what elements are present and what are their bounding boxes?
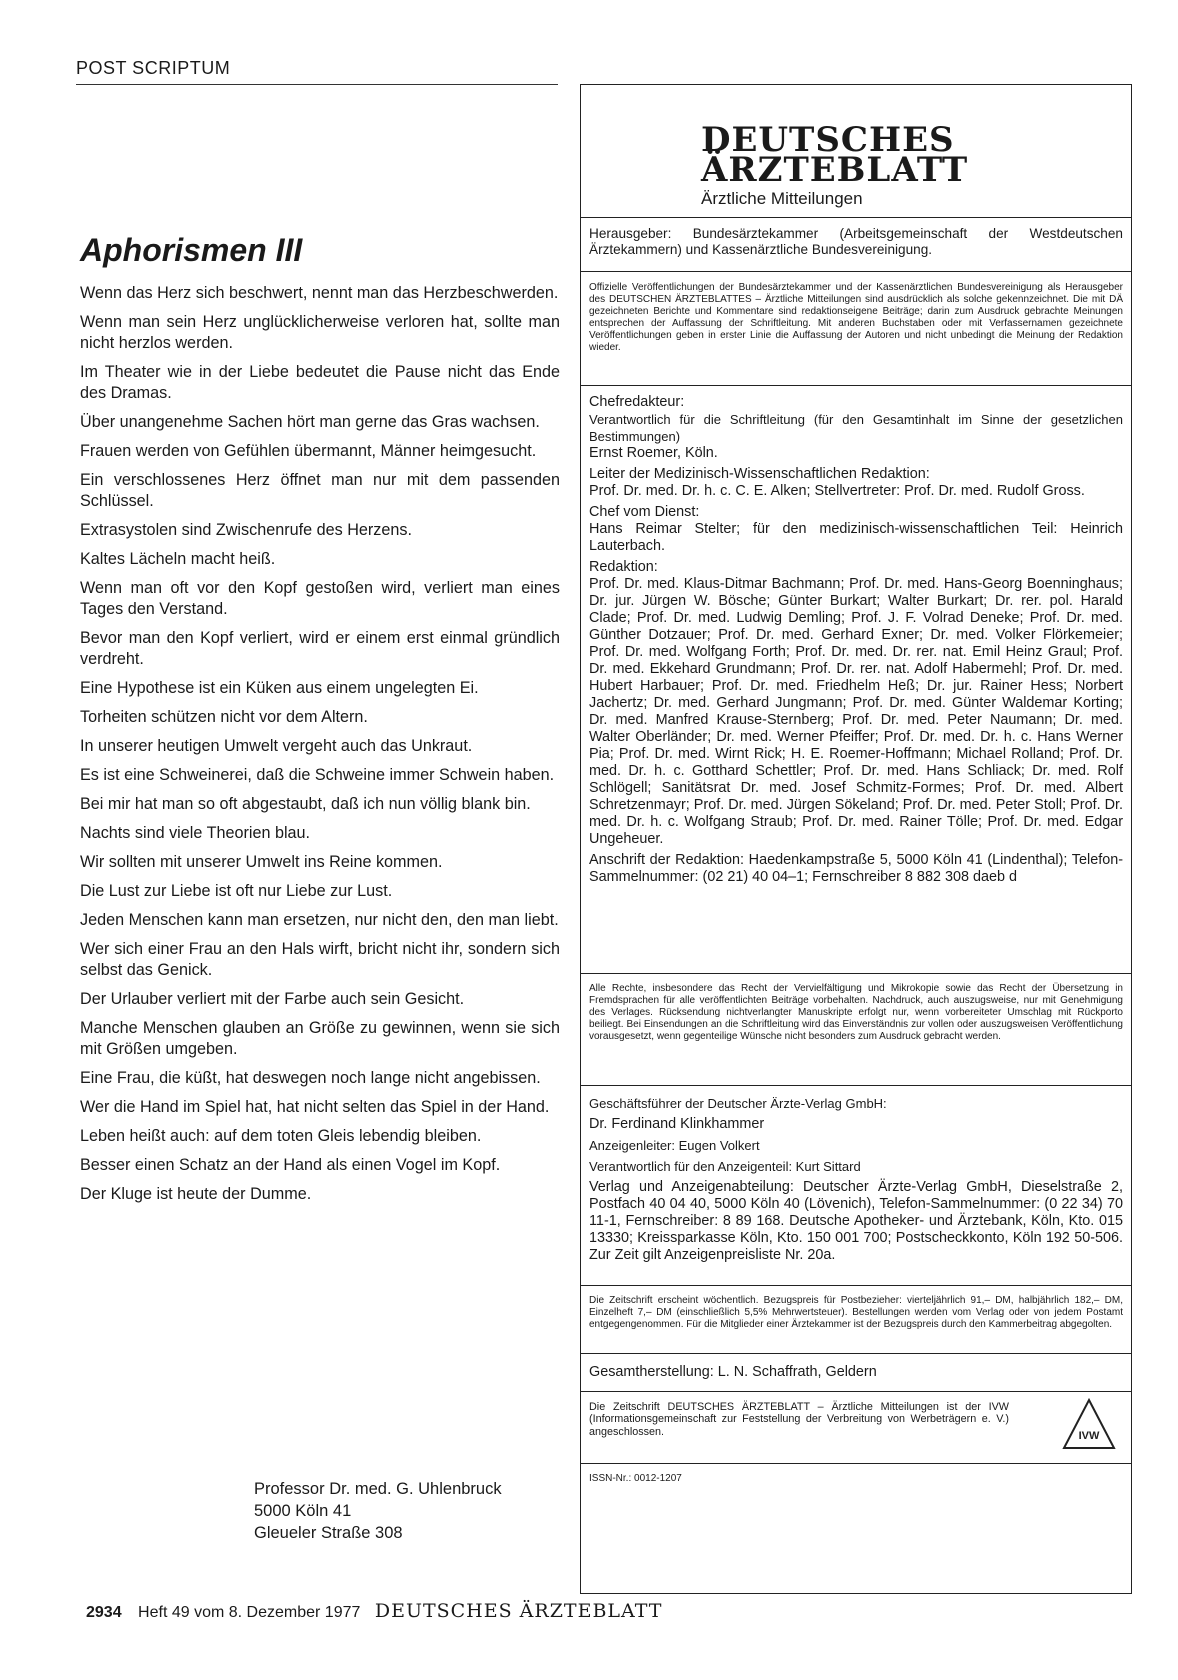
author-signature: [254, 1478, 502, 1544]
aphorism: Im Theater wie in der Liebe bedeutet die Pause nicht das Ende des Dramas.: [80, 363, 560, 402]
aphorism: Wir sollten mit unserer Umwelt ins Reine kommen.: [80, 853, 443, 871]
divider: [581, 1463, 1131, 1464]
aphorism: Wer die Hand im Spiel hat, hat nicht selten das Spiel in der Hand.: [80, 1098, 550, 1116]
aphorism: Manche Menschen glauben an Größe zu gewinnen, wenn sie sich mit Größen umgeben.: [80, 1019, 560, 1058]
author-name: Professor Dr. med. G. Uhlenbruck: [254, 1480, 502, 1498]
masthead-title: DEUTSCHES ÄRZTEBLATT: [701, 120, 969, 190]
footer-brand: DEUTSCHES ÄRZTEBLATT: [374, 1600, 663, 1622]
divider: [581, 973, 1131, 974]
article-title: Aphorismen III: [80, 232, 303, 268]
divider: [581, 217, 1131, 218]
issn: ISSN-Nr.: 0012-1207: [589, 1473, 682, 1484]
aphorism: Leben heißt auch: auf dem toten Gleis lebendig bleiben.: [80, 1127, 482, 1145]
aphorism: Wenn das Herz sich beschwert, nennt man das Herzbeschwerden.: [80, 284, 559, 302]
aphorism: Nachts sind viele Theorien blau.: [80, 824, 311, 842]
divider: [581, 1391, 1131, 1392]
article-column: [80, 232, 560, 1213]
masthead-subtitle: Ärztliche Mitteilungen: [701, 189, 863, 208]
publisher-block: [589, 1095, 1123, 1264]
divider: [581, 385, 1131, 386]
aphorism-list: [80, 283, 560, 1205]
aphorism: Die Lust zur Liebe ist oft nur Liebe zur Lust.: [80, 882, 393, 900]
aphorism: Der Urlauber verliert mit der Farbe auch sein Gesicht.: [80, 990, 465, 1008]
issue-info: Heft 49 vom 8. Dezember 1977: [138, 1604, 361, 1621]
ivw-notice: Die Zeitschrift DEUTSCHES ÄRZTEBLATT – Ärztliche Mitteilungen ist der IVW (Informationsgemeinschaft zur Feststellung der Verbreitung von Werbeträgern e. V.) angeschlossen.: [589, 1401, 1009, 1438]
gf-label: Geschäftsführer der Deutscher Ärzte-Verlag GmbH:: [589, 1096, 887, 1111]
aphorism: In unserer heutigen Umwelt vergeht auch das Unkraut.: [80, 737, 473, 755]
ads-head: Anzeigenleiter: Eugen Volkert: [589, 1138, 760, 1153]
editorial-staff: [589, 394, 1123, 886]
aphorism: Wenn man oft vor den Kopf gestoßen wird, verliert man eines Tages den Verstand.: [80, 579, 560, 618]
publisher-info: Verlag und Anzeigenabteilung: Deutscher Ärzte-Verlag GmbH, Dieselstraße 2, Postfach 40 04 40, 5000 Köln 40 (Lövenich), Telefon-Sammelnummer: (0 22 34) 70 11-1, Fernschreiber: 8 89 168. Deutsche Apotheker- und Ärztebank, Köln, Kto. 015 13330; Kreissparkasse Köln, Kto. 150 001 700; Postscheckkonto, Köln 192 50-506. Zur Zeit gilt Anzeigenpreisliste Nr. 20a.: [589, 1179, 1123, 1263]
chief-label: Chefredakteur:: [589, 394, 685, 410]
ads-responsible: Verantwortlich für den Anzeigenteil: Kurt Sittard: [589, 1159, 861, 1174]
aphorism: Torheiten schützen nicht vor dem Altern.: [80, 708, 368, 726]
page-footer: [86, 1600, 662, 1622]
divider: [581, 1285, 1131, 1286]
rights-notice: Alle Rechte, insbesondere das Recht der Vervielfältigung und Mikrokopie sowie das Recht der Übersetzung in Fremdsprachen für alle veröffentlichten Beiträge vorbehalten. Nachdruck, auch auszugsweise, nur mit Genehmigung des Verlages. Rücksendung nichtverlangter Manuskripte erfolgt nur, wenn vorbereiteter Umschlag mit Rückporto beiliegt. Bei Einsendungen an die Schriftleitung wird das Einverständnis zur vollen oder auszugsweisen Veröffentlichung vorausgesetzt, wenn gegenteilige Wünsche nicht besonders zum Ausdruck gebracht werden.: [589, 983, 1123, 1042]
divider: [581, 271, 1131, 272]
aphorism: Es ist eine Schweinerei, daß die Schweine immer Schwein haben.: [80, 766, 555, 784]
svg-text:IVW: IVW: [1078, 1430, 1100, 1442]
aphorism: Über unangenehme Sachen hört man gerne das Gras wachsen.: [80, 413, 540, 431]
med-names: Prof. Dr. med. Dr. h. c. C. E. Alken; Stellvertreter: Prof. Dr. med. Rudolf Gross.: [589, 483, 1085, 499]
aphorism: Wenn man sein Herz unglücklicherweise verloren hat, sollte man nicht herzlos werden.: [80, 313, 560, 352]
aphorism: Eine Hypothese ist ein Küken aus einem ungelegten Ei.: [80, 679, 479, 697]
chief-name: Ernst Roemer, Köln.: [589, 445, 718, 461]
production-credit: Gesamtherstellung: L. N. Schaffrath, Geldern: [589, 1364, 877, 1380]
aphorism: Extrasystolen sind Zwischenrufe des Herzens.: [80, 521, 412, 539]
aphorism: Eine Frau, die küßt, hat deswegen noch lange nicht angebissen.: [80, 1069, 541, 1087]
divider: [581, 1353, 1131, 1354]
section-header: POST SCRIPTUM: [76, 58, 231, 78]
ivw-logo-icon: [1061, 1397, 1117, 1451]
service-names: Hans Reimar Stelter; für den medizinisch-wissenschaftlichen Teil: Heinrich Lauterbach.: [589, 521, 1123, 554]
editorial-label: Redaktion:: [589, 559, 658, 575]
aphorism: Der Kluge ist heute der Dumme.: [80, 1185, 312, 1203]
gf-name: Dr. Ferdinand Klinkhammer: [589, 1116, 765, 1132]
editorial-address: Anschrift der Redaktion: Haedenkampstraße 5, 5000 Köln 41 (Lindenthal); Telefon-Sammelnummer: (02 21) 40 04–1; Fernschreiber 8 882 308 daeb d: [589, 852, 1123, 885]
masthead-box: [580, 84, 1132, 1594]
subscription-notice: Die Zeitschrift erscheint wöchentlich. Bezugspreis für Postbezieher: vierteljährlich 91,– DM, halbjährlich 182,– DM, Einzelheft 7,– DM (einschließlich 5,5% Mehrwertsteuer). Bestellungen werden vom Verlag oder von jedem Postamt entgegengenommen. Für die Mitglieder einer Ärztekammer ist der Bezugspreis durch den Kammerbeitrag abgegolten.: [589, 1295, 1123, 1330]
aphorism: Jeden Menschen kann man ersetzen, nur nicht den, den man liebt.: [80, 911, 559, 929]
aphorism: Frauen werden von Gefühlen übermannt, Männer heimgesucht.: [80, 442, 537, 460]
publisher-text: Herausgeber: Bundesärztekammer (Arbeitsgemeinschaft der Westdeutschen Ärztekammern) und Kassenärztliche Bundesvereinigung.: [589, 226, 1123, 257]
official-notice: Offizielle Veröffentlichungen der Bundesärztekammer und der Kassenärztlichen Bundesvereinigung als Herausgeber des DEUTSCHEN ÄRZTEBLATTES – Ärztliche Mitteilungen sind ausdrücklich als solche gekennzeichnet. Die mit DÄ gezeichneten Berichte und Kommentare sind redaktionseigene Beiträge; darin zum Ausdruck gebrachte Meinungen entsprechen der Auffassung der Schriftleitung. Mit anderen Buchstaben oder mit Verfassernamen gezeichnete Veröffentlichungen geben in erster Linie die Auffassung der Autoren und nicht unbedingt die Meinung der Redaktion wieder.: [589, 282, 1123, 353]
aphorism: Ein verschlossenes Herz öffnet man nur mit dem passenden Schlüssel.: [80, 471, 560, 510]
divider: [581, 1085, 1131, 1086]
author-street: Gleueler Straße 308: [254, 1524, 403, 1542]
aphorism: Wer sich einer Frau an den Hals wirft, bricht nicht ihr, sondern sich selbst das Genick.: [80, 940, 560, 979]
med-label: Leiter der Medizinisch-Wissenschaftlichen Redaktion:: [589, 466, 930, 482]
service-label: Chef vom Dienst:: [589, 504, 700, 520]
aphorism: Bei mir hat man so oft abgestaubt, daß ich nun völlig blank bin.: [80, 795, 531, 813]
aphorism: Kaltes Lächeln macht heiß.: [80, 550, 276, 568]
editorial-names: Prof. Dr. med. Klaus-Ditmar Bachmann; Prof. Dr. med. Hans-Georg Boenninghaus; Dr. jur. Jürgen W. Bösche; Günter Burkart; Walter Burkart; Dr. rer. pol. Harald Clade; Prof. Dr. med. Ludwig Demling; Prof. J. F. Volrad Deneke; Prof. Dr. med. Günther Dotzauer; Prof. Dr. med. Gerhard Exner; Dr. med. Volker Flörkemeier; Prof. Dr. med. Wolfgang Forth; Prof. Dr. med. Dr. rer. nat. Emil Heinz Graul; Prof. Dr. med. Ekkehard Grundmann; Prof. Dr. rer. nat. Adolf Habermehl; Prof. Dr. med. Hubert Harbauer; Prof. Dr. med. Friedhelm Heß; Dr. jur. Rainer Hess; Norbert Jachertz; Dr. med. Gerhard Jungmann; Prof. Dr. med. Günter Waldemar Korting; Dr. med. Manfred Krause-Sternberg; Prof. Dr. med. Peter Naumann; Dr. med. Walter Oberländer; Dr. med. Werner Pfeiffer; Prof. Dr. med. Dr. h. c. Hans Werner Pia; Prof. Dr. med. Wirnt Rick; H. E. Roemer-Hoffmann; Michael Rolland; Prof. Dr. med. Dr. h. c. Gotthard Schettler; Prof. Dr. med. Hans Schliack; Dr. med. Rolf Schlögell; Sanitätsrat Dr. med. Josef Schmitz-Formes; Prof. Dr. med. Albert Schretzenmayr; Prof. Dr. med. Jürgen Sökeland; Prof. Dr. med. Peter Stoll; Prof. Dr. med. Dr. h. c. Wolfgang Straub; Prof. Dr. med. Rainer Tölle; Prof. Dr. med. Edgar Ungeheuer.: [589, 576, 1123, 847]
chief-responsibility: Verantwortlich für die Schriftleitung (für den Gesamtinhalt im Sinne der gesetzlichen Bestimmungen): [589, 412, 1123, 444]
header-rule: [76, 84, 558, 85]
page-number: 2934: [86, 1604, 122, 1621]
author-city: 5000 Köln 41: [254, 1502, 352, 1520]
aphorism: Bevor man den Kopf verliert, wird er einem erst einmal gründlich verdreht.: [80, 629, 560, 668]
aphorism: Besser einen Schatz an der Hand als einen Vogel im Kopf.: [80, 1156, 501, 1174]
